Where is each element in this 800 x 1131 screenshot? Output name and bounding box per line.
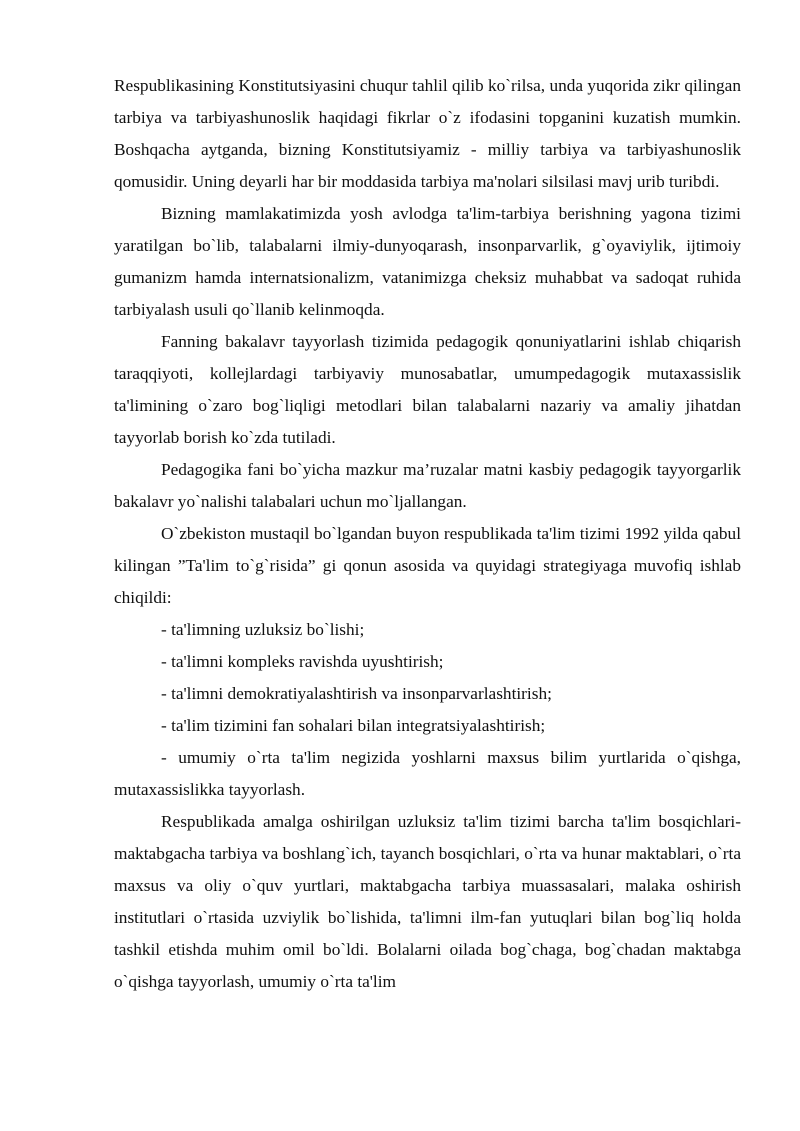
paragraph-education-law: O`zbekiston mustaqil bo`lgandan buyon respublikada ta'lim tizimi 1992 yilda qabul kilingan ”Ta'lim to`g`risida” gi qonun asosida va quyidagi strategiyaga muvofiq ishlab chiqildi: xyxy=(114,524,741,607)
document-page xyxy=(114,70,741,998)
list-item: - ta'lim tizimini fan sohalari bilan integratsiyalashtirish; xyxy=(161,716,546,735)
paragraph-lecture-purpose: Pedagogika fani bo`yicha mazkur ma’ruzalar matni kasbiy pedagogik tayyorgarlik bakalavr yo`nalishi talabalari uchun mo`ljallangan. xyxy=(114,460,741,511)
paragraph-continuous-education: Respublikada amalga oshirilgan uzluksiz ta'lim tizimi barcha ta'lim bosqichlari-maktabgacha tarbiya va boshlang`ich, tayanch bosqichlari, o`rta va hunar maktablari, o`rta maxsus va oliy o`quv yurtlari, maktabgacha tarbiya muassasalari, malaka oshirish institutlari o`rtasida uzviylik bo`lishida, ta'limni ilm-fan yutuqlari bilan bog`liq holda tashkil etishda muhim omil bo`ldi. Bolalarni oilada bog`chaga, bog`chadan maktabga o`qishga tayyorlash, umumiy o`rta ta'lim xyxy=(114,812,741,991)
paragraph-education-system: Bizning mamlakatimizda yosh avlodga ta'lim-tarbiya berishning yagona tizimi yaratilgan bo`lib, talabalarni ilmiy-dunyoqarash, insonparvarlik, g`oyaviylik, ijtimoiy gumanizm hamda internatsionalizm, vatanimizga cheksiz muhabbat va sadoqat ruhida tarbiyalash usuli qo`llanib kelinmoqda. xyxy=(114,204,741,319)
list-item: - ta'limni kompleks ravishda uyushtirish; xyxy=(161,652,444,671)
list-item: - ta'limning uzluksiz bo`lishi; xyxy=(161,620,365,639)
paragraph-constitution: Respublikasining Konstitutsiyasini chuqur tahlil qilib ko`rilsa, unda yuqorida zikr qilingan tarbiya va tarbiyashunoslik haqidagi fikrlar o`z ifodasini topganini kuzatish mumkin. Boshqacha aytganda, bizning Konstitutsiyamiz - milliy tarbiya va tarbiyashunoslik qomusidir. Uning deyarli har bir moddasida tarbiya ma'nolari silsilasi mavj urib turibdi. xyxy=(114,76,741,191)
list-item: - ta'limni demokratiyalashtirish va insonparvarlashtirish; xyxy=(161,684,552,703)
paragraph-bachelor-training: Fanning bakalavr tayyorlash tizimida pedagogik qonuniyatlarini ishlab chiqarish taraqqiyoti, kollejlardagi tarbiyaviy munosabatlar, umumpedagogik mutaxassislik ta'limining o`zaro bog`liqligi metodlari bilan talabalarni nazariy va amaliy jihatdan tayyorlab borish ko`zda tutiladi. xyxy=(114,332,741,447)
list-item: - umumiy o`rta ta'lim negizida yoshlarni maxsus bilim yurtlarida o`qishga, mutaxassislikka tayyorlash. xyxy=(114,748,741,799)
